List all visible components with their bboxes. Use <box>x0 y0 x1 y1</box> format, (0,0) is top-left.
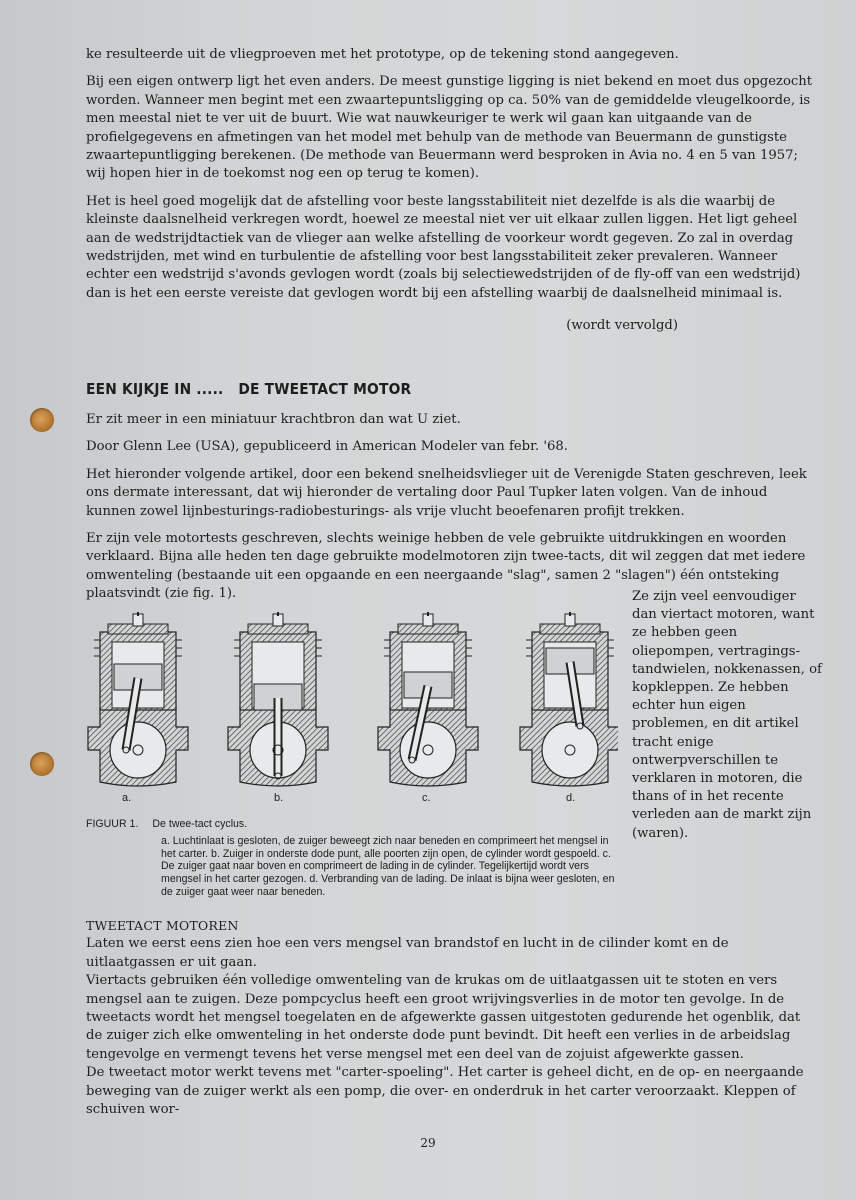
paragraph: De tweetact motor werkt tevens met "carter-spoeling". Het carter is geheel dicht, en de op- en neergaande beweging van de zuiger werkt als een pomp, die over- en onderdruk in het carter veroorzaakt. Kleppen of schuiven wor- <box>86 1065 804 1118</box>
page-number: 29 <box>420 1136 436 1150</box>
paragraph: ke resulteerde uit de vliegproeven met het prototype, op de tekening stond aangegeven. <box>86 47 679 62</box>
figure-label-b: b. <box>274 792 284 804</box>
figure-caption <box>86 818 626 899</box>
continued-note: (wordt vervolgd) <box>566 318 678 334</box>
caption-text: a. Luchtinlaat is gesloten, de zuiger beweegt zich naar beneden en comprimeert het mengsel in het carter. b. Zuiger in onderste dode punt, alle poorten zijn open, de cylinder wordt gespoeld. c. De zuiger gaat naar boven en comprimeert de lading in de cylinder. Tegelijkertijd wordt vers mengsel in het carter gezogen. d. Verbranding van de lading. De inlaat is bijna weer gesloten, en de zuiger gaat weer naar beneden. <box>161 834 615 898</box>
punch-hole <box>30 752 54 776</box>
section-title: TWEETACT MOTOREN <box>86 918 239 933</box>
engine-diagram-c <box>378 612 478 786</box>
engine-diagram-b <box>228 612 328 786</box>
engine-diagram-d <box>520 612 618 786</box>
engine-diagram-a <box>88 612 188 786</box>
paragraph: Er zijn vele motortests geschreven, slechts weinige hebben de vele gebruikte uitdrukkingen en woorden verklaard. Bijna alle heden ten dage gebruikte modelmotoren zijn twee-tacts, dit wil zeggen dat met iedere omwenteling (bestaande uit een opgaande en een neergaande "slag", samen 2 "slagen") één ontsteking plaatsvindt (zie fig. 1). <box>86 531 806 602</box>
figure-label-c: c. <box>422 792 431 804</box>
two-stroke-section <box>86 917 816 1119</box>
punch-hole <box>30 408 54 432</box>
caption-label: FIGUUR 1. <box>86 818 139 830</box>
paragraph: Het is heel goed mogelijk dat de afstelling voor beste langsstabiliteit niet dezelfde is als die waarbij de kleinste daalsnelheid verkregen wordt, hoewel ze meestal niet ver uit elkaar zullen liggen. Het ligt geheel aan de wedstrijdtactiek van de vlieger aan welke afstelling de voorkeur wordt gegeven. Zo zal in overdag wedstrijden, met wind en turbulentie de afstelling voor best langsstabiliteit zeker prevaleren. Wanneer echter een wedstrijd s'avonds gevlogen wordt (zoals bij selectiewedstrijden of de fly-off van een wedstrijd) dan is het een eerste vereiste dat gevlogen wordt bij een afstelling waarbij de daalsnelheid minimaal is. <box>86 193 801 301</box>
paragraph: Laten we eerst eens zien hoe een vers mengsel van brandstof en lucht in de cilinder komt en de uitlaatgassen er uit gaan. <box>86 936 729 970</box>
tagline: Er zit meer in een miniatuur krachtbron dan wat U ziet. <box>86 412 461 427</box>
intro-section <box>86 46 816 345</box>
caption-title: De twee-tact cyclus. <box>152 818 248 830</box>
article-heading: EEN KIJKJE IN ..... DE TWEETACT MOTOR <box>86 380 412 398</box>
side-column-text: Ze zijn veel eenvoudiger dan viertact motoren, want ze hebben geen oliepompen, vertragings-tandwielen, nokkenassen, of kopkleppen. Ze hebben echter hun eigen problemen, en dit artikel tracht enige ontwerpverschillen te verklaren in motoren, die thans of in het recente verleden aan de markt zijn (waren). <box>632 589 822 841</box>
article-intro <box>86 411 816 613</box>
engine-cycle-figure <box>78 612 618 812</box>
byline: Door Glenn Lee (USA), gepubliceerd in American Modeler van febr. '68. <box>86 439 568 455</box>
figure-label-d: d. <box>566 792 576 804</box>
paragraph: Bij een eigen ontwerp ligt het even anders. De meest gunstige ligging is niet bekend en moet dus opgezocht worden. Wanneer men begint met een zwaartepuntsligging op ca. 50% van de gemiddelde vleugelkoorde, is men meestal niet te ver uit de buurt. Wie wat nauwkeuriger te werk wil gaan kan uitgaande van de profielgegevens en afmetingen van het model met behulp van de methode van Beuermann de gunstigste zwaartepuntligging berekenen. (De methode van Beuermann werd besproken in Avia no. 4 en 5 van 1957; wij hopen hier in de toekomst nog een op terug te komen). <box>86 74 813 182</box>
paragraph: Het hieronder volgende artikel, door een bekend snelheidsvlieger uit de Verenigde Staten geschreven, leek ons dermate interessant, dat wij hieronder de vertaling door Paul Tupker laten volgen. Van de inhoud kunnen zowel lijnbesturings-radiobesturings- als vrije vlucht beoefenaren profijt trekken. <box>86 466 807 519</box>
figure-label-a: a. <box>122 792 132 804</box>
paragraph: Viertacts gebruiken één volledige omwenteling van de krukas om de uitlaatgassen uit te stoten en vers mengsel aan te zuigen. Deze pompcyclus heeft een groot wrijvingsverlies in de motor ten gevolge. In de tweetacts wordt het mengsel toegelaten en de afgewerkte gassen uitgestoten gedurende het ogenblik, dat de zuiger zich elke omwenteling in het onderste dode punt bevindt. Dit heeft een verlies in de arbeidslag tengevolge en vermengt tevens het verse mengsel met een deel van de zojuist afgewerkte gassen. <box>86 973 801 1062</box>
